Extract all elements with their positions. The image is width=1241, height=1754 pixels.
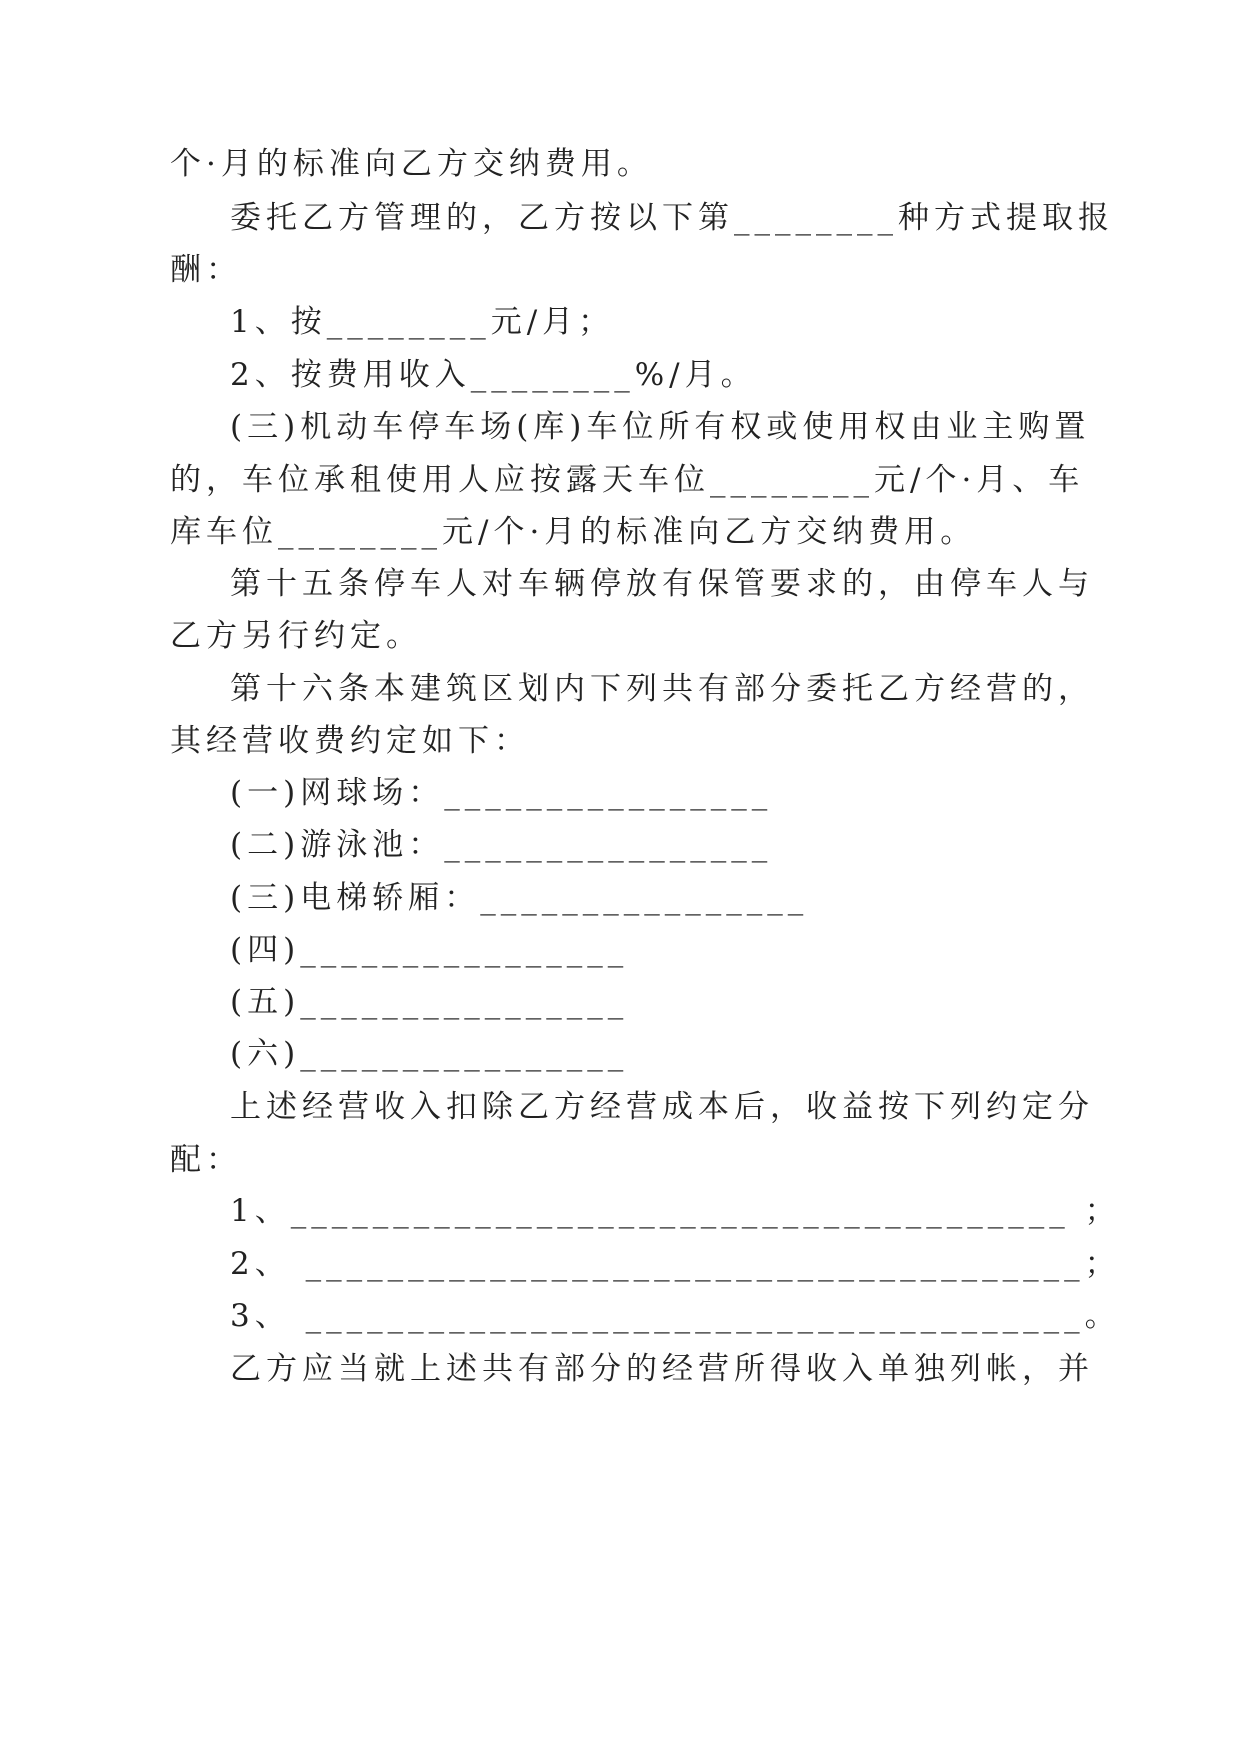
text-line: (六)________________ bbox=[230, 1036, 629, 1072]
text-line: 1、按________元/月； bbox=[230, 304, 615, 340]
text-line: 酬： bbox=[170, 252, 242, 288]
text-line: 配： bbox=[170, 1142, 242, 1178]
text-line: 上述经营收入扣除乙方经营成本后，收益按下列约定分 bbox=[230, 1089, 1094, 1125]
text-line: (三)机动车停车场(库)车位所有权或使用权由业主购置 bbox=[230, 409, 1091, 445]
text-line: 第十五条停车人对车辆停放有保管要求的，由停车人与 bbox=[230, 566, 1094, 602]
text-line: (五)________________ bbox=[230, 984, 629, 1020]
text-line: 乙方应当就上述共有部分的经营所得收入单独列帐，并 bbox=[230, 1351, 1094, 1387]
text-line: 2、按费用收入________%/月。 bbox=[230, 357, 757, 393]
text-line: 3、 ______________________________________。 bbox=[230, 1298, 1121, 1334]
text-line: 2、 ______________________________________； bbox=[230, 1246, 1121, 1282]
text-line: (四)________________ bbox=[230, 932, 629, 968]
text-line: 库车位________元/个·月的标准向乙方交纳费用。 bbox=[170, 514, 977, 550]
text-line: (二)游泳池：________________ bbox=[230, 827, 773, 863]
text-line: 的，车位承租使用人应按露天车位________元/个·月、车 bbox=[170, 462, 1085, 498]
text-line: 第十六条本建筑区划内下列共有部分委托乙方经营的， bbox=[230, 671, 1094, 707]
text-line: 委托乙方管理的，乙方按以下第________种方式提取报 bbox=[230, 200, 1114, 236]
text-line: 其经营收费约定如下： bbox=[170, 723, 530, 759]
text-line: (三)电梯轿厢：________________ bbox=[230, 880, 809, 916]
text-line: 个·月的标准向乙方交纳费用。 bbox=[170, 146, 653, 182]
text-line: 1、______________________________________ ； bbox=[230, 1193, 1121, 1229]
text-line: 乙方另行约定。 bbox=[170, 618, 422, 654]
text-line: (一)网球场：________________ bbox=[230, 775, 773, 811]
